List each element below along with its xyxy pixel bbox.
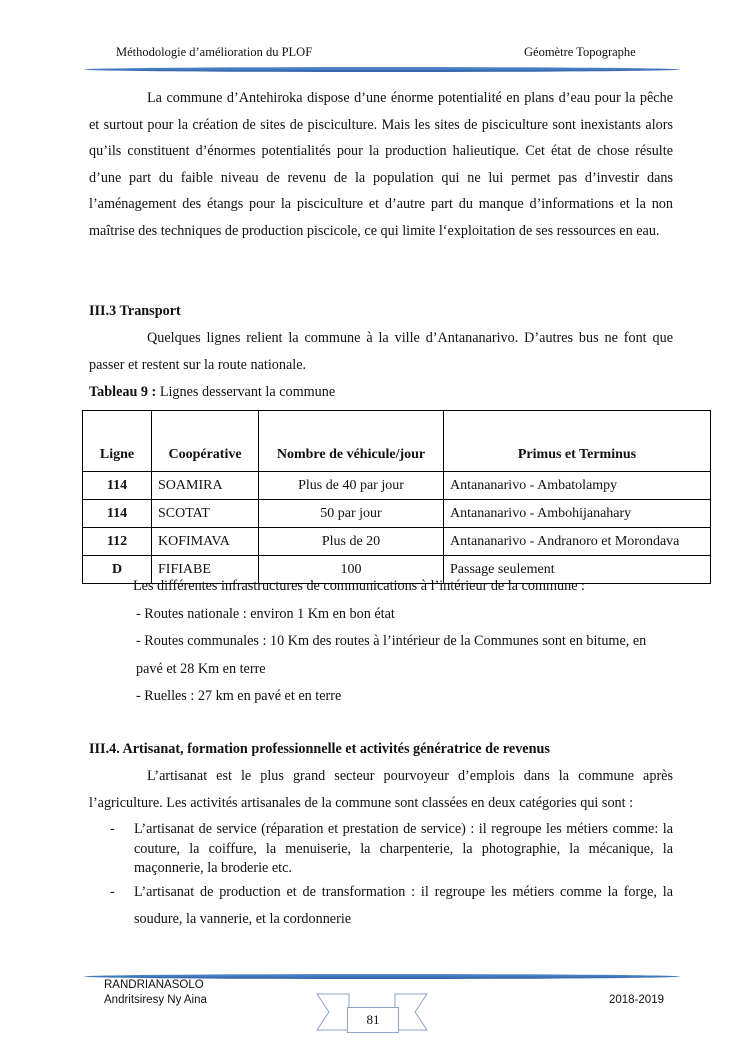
table-cell-vehicules: 100	[259, 556, 444, 584]
ornament-left-ribbon	[317, 994, 349, 1030]
table-cell-vehicules: 50 par jour	[259, 500, 444, 528]
page-number: 81	[347, 1007, 399, 1033]
column-header: Nombre de véhicule/jour	[259, 411, 444, 472]
transport-section	[89, 325, 673, 378]
table-cell-cooperative: FIFIABE	[152, 556, 259, 584]
bullet-marker: -	[110, 883, 115, 900]
infrastructure-item: - Ruelles : 27 km en pavé et en terre	[136, 687, 342, 704]
table-cell-vehicules: Plus de 20	[259, 528, 444, 556]
artisanat-section	[89, 763, 673, 816]
list-item	[110, 820, 673, 879]
academic-year: 2018-2019	[609, 994, 664, 1006]
infrastructure-list	[133, 573, 675, 710]
header-title: Méthodologie d’amélioration du PLOF	[116, 45, 313, 59]
table-cell-terminus: Passage seulement	[444, 556, 711, 584]
intro-paragraph: La commune d’Antehiroka dispose d’une énorme potentialité en plans d’eau pour la pêche et surtout pour la création de sites de pisciculture. Mais les sites de pisciculture sont inexistants alors qu’ils constituent d’énormes potentialités pour la production halieutique. Cet état de chose résulte d’une part du faible niveau de revenu de la population qui ne lui permet pas d’investir dans l’aménagement des étangs pour la pisciculture et d’autre part du manque d’informations et la non maîtrise des techniques de production piscicole, ce qui limite l‘exploitation de ses ressources en eau.	[89, 90, 673, 239]
author-firstname: Andritsiresy Ny Aina	[104, 994, 207, 1006]
infrastructure-item: - Routes communales : 10 Km des routes à l’intérieur de la Communes sont en bitume, en pavé et 28 Km en terre	[136, 633, 647, 677]
list-item-text: L’artisanat de service (réparation et prestation de service) : il regroupe les métiers comme: la couture, la coiffure, la menuiserie, la charpenterie, la photographie, la mécanique, la maçonnerie, la broderie etc.	[134, 821, 673, 876]
intro-section	[89, 85, 673, 245]
infrastructure-intro: Les différentes infrastructures de communications à l’intérieur de la commune :	[133, 578, 585, 594]
table-cell-ligne: 112	[83, 528, 152, 556]
transport-table	[82, 410, 711, 584]
artisanat-bullet-list	[110, 820, 673, 933]
table-caption	[89, 384, 335, 401]
table-cell-ligne: D	[83, 556, 152, 584]
table-caption-text: Lignes desservant la commune	[156, 384, 336, 400]
table-cell-terminus: Antananarivo - Ambatolampy	[444, 472, 711, 500]
artisanat-paragraph: L’artisanat est le plus grand secteur pourvoyeur d’emplois dans la commune après l’agriculture. Les activités artisanales de la commune sont classées en deux catégories qui sont :	[89, 768, 673, 811]
table-caption-label: Tableau 9 :	[89, 384, 157, 400]
table-row	[83, 500, 711, 528]
table-cell-terminus: Antananarivo - Ambohijanahary	[444, 500, 711, 528]
column-header: Coopérative	[152, 411, 259, 472]
list-item	[110, 879, 673, 933]
table-cell-ligne: 114	[83, 472, 152, 500]
table-cell-cooperative: SCOTAT	[152, 500, 259, 528]
table-row	[83, 472, 711, 500]
table-cell-cooperative: KOFIMAVA	[152, 528, 259, 556]
list-item-text: L’artisanat de production et de transformation : il regroupe les métiers comme la forge, la soudure, la vannerie, et la cordonnerie	[134, 883, 673, 927]
table-cell-cooperative: SOAMIRA	[152, 472, 259, 500]
section-heading-transport: III.3 Transport	[89, 303, 181, 319]
section-heading-artisanat: III.4. Artisanat, formation professionnelle et activités génératrice de revenus	[89, 741, 550, 757]
column-header: Ligne	[83, 411, 152, 472]
table-cell-terminus: Antananarivo - Andranoro et Morondava	[444, 528, 711, 556]
header-subtitle: Géomètre Topographe	[524, 45, 636, 59]
bullet-marker: -	[110, 821, 115, 837]
table-row	[83, 528, 711, 556]
table-cell-vehicules: Plus de 40 par jour	[259, 472, 444, 500]
ornament-right-ribbon	[395, 994, 427, 1030]
transport-paragraph: Quelques lignes relient la commune à la ville d’Antananarivo. D’autres bus ne font que passer et restent sur la route nationale.	[89, 330, 673, 373]
author-name: RANDRIANASOLO	[104, 979, 204, 991]
infrastructure-item: - Routes nationale : environ 1 Km en bon état	[136, 606, 395, 623]
column-header: Primus et Terminus	[444, 411, 711, 472]
table-cell-ligne: 114	[83, 500, 152, 528]
table-header-row	[83, 411, 711, 472]
header-rule	[84, 67, 680, 72]
